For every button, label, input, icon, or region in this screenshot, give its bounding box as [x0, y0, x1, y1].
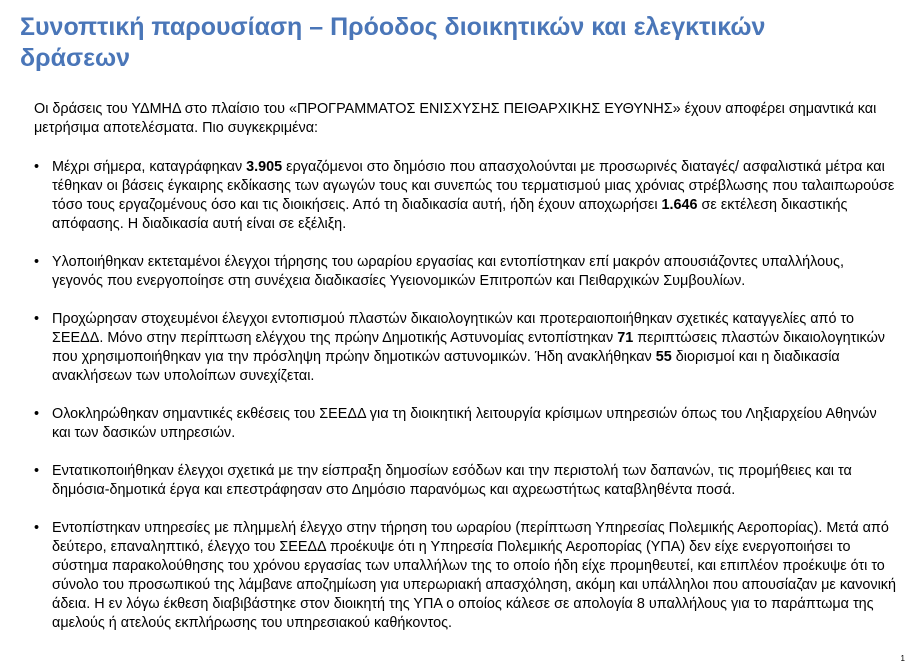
- list-item-text: Μέχρι σήμερα, καταγράφηκαν: [52, 159, 247, 175]
- list-item-air-force-case: [34, 519, 896, 633]
- departed-count: 1.646: [661, 197, 698, 213]
- list-item-text: Υλοποιήθηκαν εκτεταμένοι έλεγχοι τήρησης του ωραρίου εργασίας και εντοπίστηκαν επί μακρόν απουσιάζοντες υπαλλήλους, γεγονός που ενεργοποίησε στη συνέχεια διαδικασίες Υγειονομικών Επιτροπών και Πειθαρχικών Συμβουλίων.: [52, 254, 844, 289]
- list-item-text: εργαζόμενοι στο δημόσιο που απασχολούνται με προσωρινές διαταγές/ ασφαλιστικά μέτρα και τέθηκαν οι βάσεις έγκαιρης εκδίκασης των αγωγών τους και συνεπώς του τερματισμού μιας χρόνιας στρέβλωσης που ταλαιπωρούσε τόσο τους εργαζομένους όσο και τις διοικήσεις. Από τη διαδικασία αυτή, ήδη έχουν αποχωρήσει: [52, 159, 895, 213]
- list-item-forged-documents: [34, 310, 896, 386]
- page-number: 1: [900, 654, 905, 663]
- achievements-list: [34, 158, 896, 652]
- employees-count: 3.905: [246, 159, 283, 175]
- list-item-text: Ολοκληρώθηκαν σημαντικές εκθέσεις του ΣΕΕΔΔ για τη διοικητική λειτουργία κρίσιμων υπηρεσιών όπως του Ληξιαρχείου Αθηνών και των δασικών υπηρεσιών.: [52, 406, 877, 441]
- list-item-attendance-checks: [34, 253, 896, 291]
- list-item-text: διορισμοί και η διαδικασία ανακλήσεων των υπολοίπων συνεχίζεται.: [52, 349, 840, 384]
- revoked-appointments-count: 55: [655, 349, 672, 365]
- intro-paragraph: Οι δράσεις του ΥΔΜΗΔ στο πλαίσιο του «ΠΡΟΓΡΑΜΜΑΤΟΣ ΕΝΙΣΧΥΣΗΣ ΠΕΙΘΑΡΧΙΚΗΣ ΕΥΘΥΝΗΣ» έχουν αποφέρει σημαντικά και μετρήσιμα αποτελέσματα. Πιο συγκεκριμένα:: [34, 101, 877, 136]
- forged-cases-count: 71: [617, 330, 634, 346]
- list-item-revenue-checks: [34, 462, 896, 500]
- list-item-text: Προχώρησαν στοχευμένοι έλεγχοι εντοπισμού πλαστών δικαιολογητικών και προτεραιοποιήθηκαν σχετικές καταγγελίες από το ΣΕΕΔΔ. Μόνο στην περίπτωση ελέγχου της πρώην Δημοτικής Αστυνομίας εντοπίστηκαν: [52, 311, 854, 346]
- list-item-pending-lawsuits: [34, 158, 896, 234]
- page-title: Συνοπτική παρουσίαση – Πρόοδος διοικητικών και ελεγκτικών δράσεων: [20, 13, 766, 72]
- list-item-reports: [34, 405, 896, 443]
- list-item-text: Εντατικοποιήθηκαν έλεγχοι σχετικά με την είσπραξη δημοσίων εσόδων και την περιστολή των δαπανών, τις προμήθειες και τα δημόσια-δημοτικά έργα και επεστράφησαν στο Δημόσιο παρανόμως και αχρεωστήτως καταβληθέντα ποσά.: [52, 463, 852, 498]
- list-item-text: σε εκτέλεση δικαστικής απόφασης. Η διαδικασία αυτή είναι σε εξέλιξη.: [52, 197, 848, 232]
- list-item-text: Εντοπίστηκαν υπηρεσίες με πλημμελή έλεγχο στην τήρηση του ωραρίου (περίπτωση Υπηρεσίας Πολεμικής Αεροπορίας). Μετά από δεύτερο, επαναληπτικό, έλεγχο του ΣΕΕΔΔ προέκυψε ότι η Υπηρεσία Πολεμικής Αεροπορίας (ΥΠΑ) δεν είχε ενεργοποιήσει το σύστημα παρακολούθησης του χρόνου εργασίας των υπαλλήλων της το οποίο ήδη είχε προμηθευτεί, και επιπλέον προέκυψε ότι το σύνολο του προσωπικού της λάμβανε αποζημίωση για υπερωριακή απασχόληση, ακόμη και υπάλληλοι που απουσίαζαν με κανονική άδεια. Η εν λόγω έκθεση διαβιβάστηκε στον διοικητή της ΥΠΑ ο οποίος κάλεσε σε απολογία 8 υπαλλήλους για το παράπτωμα της αμελούς ή ατελούς εκπλήρωσης του υπηρεσιακού καθήκοντος.: [52, 520, 896, 631]
- list-item-text: περιπτώσεις πλαστών δικαιολογητικών που χρησιμοποιήθηκαν για την πρόσληψη πρώην δημοτικών αστυνομικών. Ήδη ανακλήθηκαν: [52, 330, 886, 365]
